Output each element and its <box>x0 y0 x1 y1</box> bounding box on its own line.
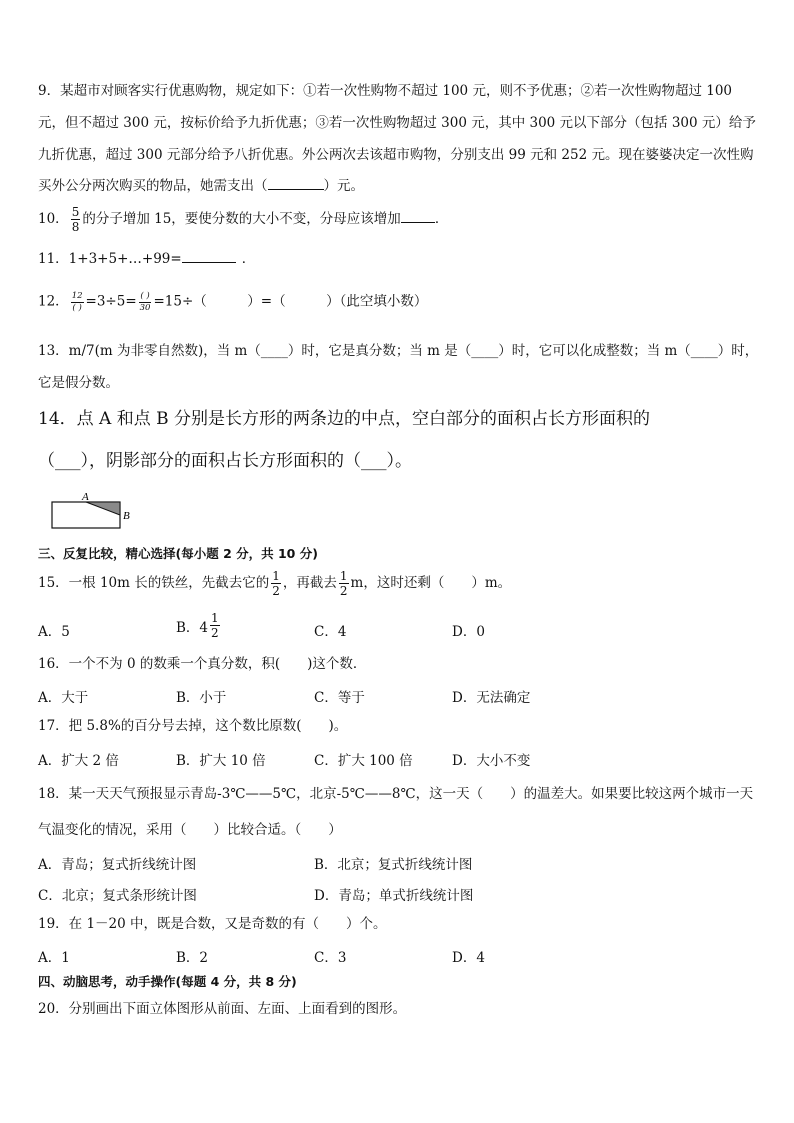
answer-blank[interactable] <box>401 222 435 223</box>
fraction <box>71 292 84 312</box>
q17-option-c[interactable]: C．扩大 100 倍 <box>314 753 413 769</box>
q17-stem: 17．把 5.8%的百分号去掉，这个数比原数( )。 <box>38 718 348 734</box>
q10 <box>38 206 448 233</box>
section-3-title: 三、反复比较，精心选择(每小题 2 分，共 10 分) <box>38 546 318 561</box>
q19-option-b[interactable]: B．2 <box>176 950 209 966</box>
q16-option-b[interactable]: B．小于 <box>176 690 227 706</box>
q18-option-a[interactable]: A．青岛；复式折线统计图 <box>38 857 197 873</box>
section-4-title: 四、动脑思考，动手操作(每题 4 分，共 8 分) <box>38 974 297 989</box>
q9-line4-end: ）元。 <box>323 178 364 194</box>
q15-option-a[interactable]: A．5 <box>38 624 70 640</box>
q15 <box>38 570 511 597</box>
q18-option-c[interactable]: C．北京；复式条形统计图 <box>38 888 197 904</box>
q18-option-b[interactable]: B．北京；复式折线统计图 <box>314 857 473 873</box>
fraction-numerator: ( ) <box>140 291 150 301</box>
q15-option-b[interactable] <box>176 612 222 639</box>
q15-mid: ，再截去 <box>282 575 337 591</box>
fraction <box>71 206 81 233</box>
q18-option-d[interactable]: D．青岛；单式折线统计图 <box>314 888 474 904</box>
fraction <box>139 292 152 312</box>
q16-option-d[interactable]: D．无法确定 <box>452 690 531 706</box>
fraction <box>339 570 349 597</box>
q18-line2: 气温变化的情况，采用（ ）比较合适。（ ） <box>38 822 342 838</box>
fraction-denominator: 2 <box>211 626 219 640</box>
answer-blank[interactable] <box>182 262 236 263</box>
fraction-denominator: 2 <box>272 584 280 598</box>
q16-stem: 16．一个不为 0 的数乘一个真分数，积( )这个数． <box>38 656 367 672</box>
q11-end: ． <box>241 251 256 267</box>
fraction-numerator: 1 <box>339 569 348 583</box>
q9-line1: 9．某超市对顾客实行优惠购物，规定如下：①若一次性购物不超过 100 元，则不予优惠；②若一次性购物超过 100 <box>38 83 732 99</box>
q9-line2: 元，但不超过 300 元，按标价给予九折优惠；③若一次性购物超过 300 元，其中 300 元以下部分（包括 300 元）给予 <box>38 115 756 131</box>
point-b-label: B <box>123 510 130 522</box>
q12-rest: =15÷（ ）=（ ）（此空填小数） <box>153 293 428 310</box>
fraction-denominator: 30 <box>139 302 151 313</box>
q15-option-b-label: B．4 <box>176 619 209 636</box>
fraction-denominator: ( ) <box>72 302 82 313</box>
q19-option-d[interactable]: D．4 <box>452 950 485 966</box>
fraction-numerator: 1 <box>211 611 219 625</box>
q15-text: 15．一根 10m 长的铁丝，先截去它的 <box>38 575 270 591</box>
q9-line3: 九折优惠，超过 300 元部分给予八折优惠。外公两次去该超市购物，分别支出 99 元和 252 元。现在婆婆决定一次性购 <box>38 147 754 163</box>
q18-line1: 18．某一天天气预报显示青岛-3℃——5℃，北京-5℃——8℃，这一天（ ）的温差大。如果要比较这两个城市一天 <box>38 786 754 802</box>
q11-text: 11．1+3+5+…+99= <box>38 251 182 267</box>
fraction-denominator: 2 <box>339 584 348 598</box>
fraction-numerator: 5 <box>71 205 80 219</box>
q9-line4-text: 买外公分两次购买的物品，她需支出（ <box>38 178 268 194</box>
q17-option-a[interactable]: A．扩大 2 倍 <box>38 753 119 769</box>
q17-option-d[interactable]: D．大小不变 <box>452 753 531 769</box>
q15-option-c[interactable]: C．4 <box>314 624 347 640</box>
q19-stem: 19．在 1－20 中，既是合数，又是奇数的有（ ）个。 <box>38 916 387 932</box>
mixed-number <box>176 612 222 639</box>
q12 <box>38 292 427 312</box>
q9-line4 <box>38 177 364 195</box>
fraction <box>271 570 281 597</box>
q12-mid: =3÷5= <box>85 293 137 310</box>
q13-line2: 它是假分数。 <box>38 375 119 391</box>
q16-option-c[interactable]: C．等于 <box>314 690 365 706</box>
fraction-denominator: 8 <box>71 220 80 234</box>
q16-option-a[interactable]: A．大于 <box>38 690 89 706</box>
answer-blank[interactable] <box>268 189 324 190</box>
rectangle-figure <box>46 488 146 532</box>
fraction <box>210 612 220 639</box>
q17-option-b[interactable]: B．扩大 10 倍 <box>176 753 266 769</box>
q15-option-d[interactable]: D．0 <box>452 624 485 640</box>
q19-option-a[interactable]: A．1 <box>38 950 70 966</box>
q10-text: 的分子增加 15，要使分数的大小不变，分母应该增加 <box>82 211 401 227</box>
q15-end: m，这时还剩（ ）m。 <box>350 575 512 591</box>
q19-option-c[interactable]: C．3 <box>314 950 347 966</box>
fraction-numerator: 12 <box>71 291 83 301</box>
q10-number: 10． <box>38 211 69 227</box>
q14-line1: 14．点 A 和点 B 分别是长方形的两条边的中点，空白部分的面积占长方形面积的 <box>38 409 651 429</box>
q14-line2: （___），阴影部分的面积占长方形面积的（___）。 <box>38 451 412 471</box>
fraction-numerator: 1 <box>272 569 280 583</box>
q11 <box>38 250 255 268</box>
q10-end: ． <box>434 211 449 227</box>
q12-number: 12． <box>38 293 69 310</box>
q20-stem: 20．分别画出下面立体图形从前面、左面、上面看到的图形。 <box>38 1001 407 1017</box>
point-a-label: A <box>82 491 89 503</box>
q13-line1: 13．m/7(m 为非零自然数)，当 m（____）时，它是真分数；当 m 是（____）时，它可以化成整数；当 m（____）时， <box>38 343 759 359</box>
